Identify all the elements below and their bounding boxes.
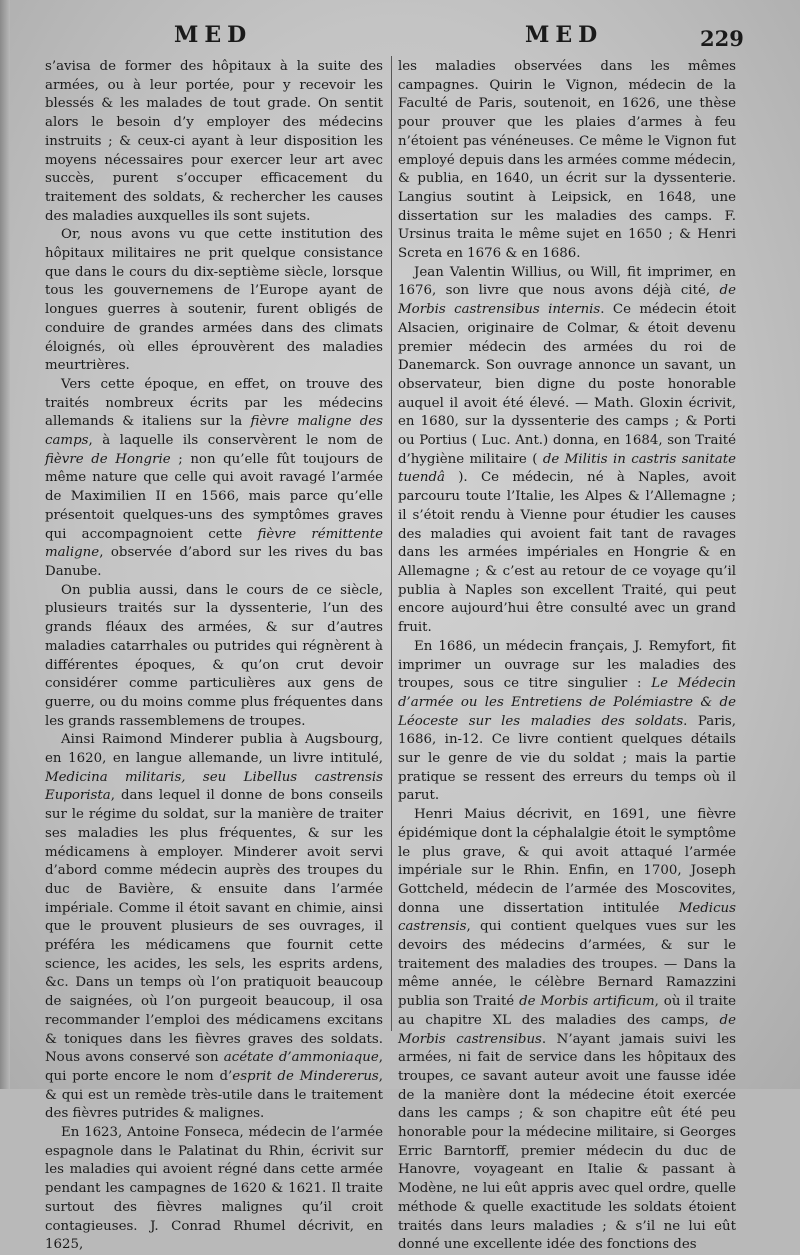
paragraph — [45, 1124, 383, 1255]
text-run: s’avisa de former des hôpitaux à la suite des armées, ou à leur portée, pour y recevoir les blessés & les malades de tout grade. On sentit alors le besoin d’y employer des médecins instruits ; & ceux-ci ayant à leur disposition les moyens nécessaires pour exercer leur art avec succès, purent s’occuper efficacement du traitement des soldats, & rechercher les causes des maladies auxquelles ils sont sujets. — [45, 59, 383, 224]
italic-title: de Morbis castrensibus — [398, 1012, 736, 1047]
text-run: , qui contient quelques vues sur les devoirs des médecins d’armées, & sur le traitement des maladies des troupes. — Dans la même année, le célèbre Bernard Ramazzini publia son Traité — [398, 919, 736, 1010]
italic-title: fièvre maligne des camps — [45, 414, 383, 449]
paragraph — [398, 58, 736, 264]
paragraph — [398, 264, 736, 638]
text-run: , qui porte encore le nom d’ — [45, 1050, 383, 1084]
text-run: On publia aussi, dans le cours de ce siècle, plusieurs traités sur la dyssenterie, l’un des grands fléaux des armées, & sur d’autres maladies catarrhales ou putrides qui régnèrent à différentes époques, & qu’on crut devoir considérer comme particulières aux gens de guerre, ou du moins comme plus fréquentes dans les grands rassemblemens de troupes. — [45, 582, 383, 729]
text-run: ; non qu’elle fût toujours de même nature que celle qui avoit ravagé l’armée de Maximilien II en 1566, mais parce qu’elle présentoit quelques-uns des symptômes graves qui accompagnoient cette — [45, 451, 383, 542]
text-run: . Ce médecin étoit Alsacien, originaire de Colmar, & étoit devenu premier médecin des armées du roi de Danemarck. Son ouvrage annonce un savant, un observateur, bien digne du poste honorable auquel il avoit été élevé. — Math. Gloxin écrivit, en 1680, sur la dyssenterie des camps ; & Porti ou Portius ( Luc. Ant.) donna, en 1684, son Traité d’hygiène militaire ( — [398, 302, 736, 467]
text-run: . Paris, 1686, in-12. Ce livre contient quelques détails sur le genre de vie du soldat ; mais la partie pratique se ressent des erreurs du temps où il parut. — [398, 713, 736, 804]
text-run: . N’ayant jamais suivi les armées, ni fait de service dans les hôpitaux des troupes, ce savant auteur avoit une fausse idée de la manière dont la médecine étoit exercée dans les camps ; & son chapitre eût été peu honorable pour la médecine militaire, si Georges Erric Barntorff, premier médecin du duc de Hanovre, voyageant en Italie & passant à Modène, ne lui eût appris avec quel ordre, quelle méthode & quelle exactitude les soldats étoient traités dans leurs maladies ; & s’il ne lui eût donné une excellente idée des fonctions des — [398, 1031, 736, 1253]
paragraph — [45, 226, 383, 376]
italic-title: Medicina militaris, seu Libellus castrensis Euporista — [45, 769, 383, 804]
text-run: , & qui est un remède très-utile dans le traitement des fièvres putrides & malignes. — [45, 1068, 384, 1122]
italic-title: de Morbis artificum — [519, 994, 655, 1010]
running-head-left: MED — [174, 22, 253, 48]
text-run: Jean Valentin Willius, ou Will, fit imprimer, en 1676, son livre que nous avons déjà cité, — [398, 264, 736, 299]
text-run: En 1623, Antoine Fonseca, médecin de l’armée espagnole dans le Palatinat du Rhin, écrivit sur les maladies qui avoient régné dans cette armée pendant les campagnes de 1620 & 1621. Il traite surtout des fièvres malignes qu’il croit contagieuses. J. Conrad Rhumel décrivit, en 1625, — [45, 1125, 383, 1253]
paragraph — [45, 376, 383, 582]
italic-title: fièvre de Hongrie — [45, 451, 171, 467]
running-head-right: MED — [525, 22, 604, 48]
text-run: Ainsi Raimond Minderer publia à Augsbourg, en 1620, en langue allemande, un livre intitulé, — [45, 732, 383, 767]
italic-title: acétate d’ammoniaque — [223, 1050, 379, 1066]
italic-title: Le Médecin d’armée ou les Entretiens de Polémiastre & de Léoceste sur les maladies des soldats — [398, 676, 736, 729]
paragraph — [398, 638, 736, 806]
paragraph — [398, 806, 736, 1255]
text-run: , observée d’abord sur les rives du bas Danube. — [45, 545, 383, 579]
page-edge-shadow — [0, 0, 10, 1089]
text-run: En 1686, un médecin français, J. Remyfort, fit imprimer un ouvrage sur les maladies des troupes, sous ce titre singulier : — [398, 638, 736, 692]
italic-title: esprit de Mindererus — [232, 1068, 379, 1084]
text-run: les maladies observées dans les mêmes campagnes. Quirin le Vignon, médecin de la Faculté de Paris, soutenoit, en 1626, une thèse pour prouver que les plaies d’armes à feu n’étoient pas vénéneuses. Ce même le Vignon fut employé depuis dans les armées comme médecin, & publia, en 1640, un écrit sur la dyssenterie. Langius soutint à Leipsick, en 1648, une dissertation sur les maladies des camps. F. Ursinus traita le même sujet en 1650 ; & Henri Screta en 1676 & en 1686. — [398, 59, 736, 262]
text-run: ). Ce médecin, né à Naples, avoit parcouru toute l’Italie, les Alpes & l’Allemagne ; il s’étoit rendu à Vienne pour étudier les causes des maladies qui avoient fait tant de ravages dans les armées impériales en Hongrie & en Allemagne ; & c’est au retour de ce voyage qu’il publia à Naples son excellent Traité, qui peut encore aujourd’hui être consulté avec un grand fruit. — [398, 470, 736, 636]
italic-title: de Militis in castris sanitate tuendâ — [398, 451, 736, 486]
text-run: , où il traite au chapitre XL des maladies des camps, — [398, 994, 736, 1028]
left-column — [45, 58, 383, 1255]
paragraph — [45, 582, 383, 732]
italic-title: fièvre rémittente maligne — [45, 526, 383, 561]
column-divider — [391, 56, 392, 1031]
paragraph — [45, 731, 383, 1124]
italic-title: Medicus castrensis — [398, 900, 736, 935]
text-run: Or, nous avons vu que cette institution des hôpitaux militaires ne prit quelque consistance que dans le cours du dix-septième siècle, lorsque tous les gouvernemens de l’Europe ayant de longues guerres à soutenir, furent obligés de conduire de grandes armées dans des climats éloignés, où elles éprouvèrent des maladies meurtrières. — [45, 227, 383, 374]
text-run: , à laquelle ils conservèrent le nom de — [88, 433, 383, 449]
paragraph — [45, 58, 383, 226]
text-run: , dans lequel il donne de bons conseils sur le régime du soldat, sur la manière de traiter ses maladies les plus fréquentes, & sur les médicamens à employer. Minderer avoit servi d’abord comme médecin auprès des troupes du duc de Bavière, & ensuite dans l’armée impériale. Comme il étoit savant en chimie, ainsi que le prouvent plusieurs de ses ouvrages, il préféra les médicamens que fournit cette science, les acides, les sels, les esprits ardens, &c. Dans un temps où l’on pratiquoit beaucoup de saignées, où l’on purgeoit beaucoup, il osa recommander l’emploi des médicamens excitans & toniques dans les fièvres graves des soldats. Nous avons conservé son — [45, 788, 383, 1066]
page-number: 229 — [700, 26, 744, 51]
text-run: Henri Maius décrivit, en 1691, une fièvre épidémique dont la céphalalgie étoit le symptôme le plus grave, & qui avoit attaqué l’armée impériale sur le Rhin. Enfin, en 1700, Joseph Gottcheld, médecin de l’armée des Moscovites, donna une dissertation intitulée — [398, 807, 736, 916]
italic-title: de Morbis castrensibus internis — [398, 283, 736, 318]
text-run: Vers cette époque, en effet, on trouve des traités nombreux écrits par les médecins allemands & italiens sur la — [45, 376, 383, 430]
right-column — [398, 58, 736, 1255]
